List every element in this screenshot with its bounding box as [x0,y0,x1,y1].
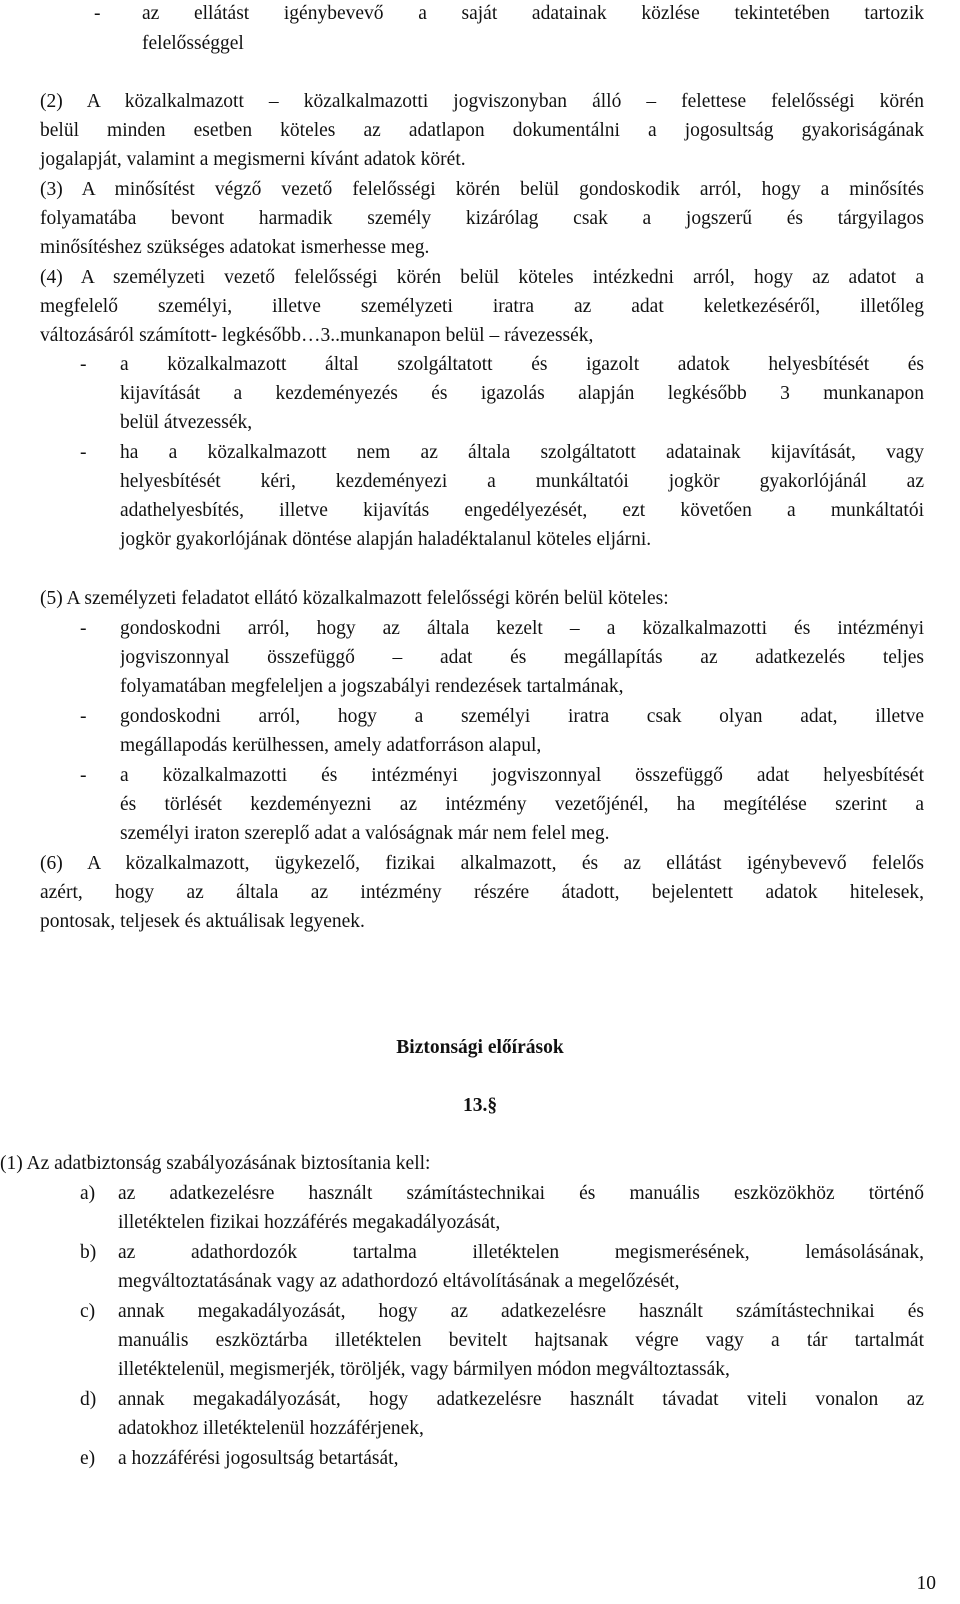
paragraph-5-bullet-3-line-3: személyi iraton szereplő adat a valóságnak már nem felel meg. [120,823,610,844]
list-label-e: e) [80,1448,96,1469]
paragraph-5-bullet-2-line-1: gondoskodni arról, hogy a személyi iratra csak olyan adat, illetve [120,706,924,727]
list-label-a: a) [80,1183,96,1204]
intro-line-2: felelősséggel [142,33,244,54]
list-label-b: b) [80,1242,97,1263]
paragraph-4-bullet-2-line-3: adathelyesbítés, illetve kijavítás engedélyezését, ezt követően a munkáltatói [120,500,924,521]
intro-line-1: az ellátást igénybevevő a saját adatainak közlése tekintetében tartozik [142,3,924,24]
section-13-paragraph-1-line-1: (1) Az adatbiztonság szabályozásának biztosítania kell: [0,1153,431,1174]
paragraph-4-bullet-1-line-1: a közalkalmazott által szolgáltatott és igazolt adatok helyesbítését és [120,354,924,375]
paragraph-6-line-3: pontosak, teljesek és aktuálisak legyenek. [40,911,365,932]
paragraph-4-bullet-2-line-4: jogkör gyakorlójának döntése alapján haladéktalanul köteles eljárni. [120,529,652,550]
paragraph-5-bullet-2-line-2: megállapodás kerülhessen, amely adatforráson alapul, [120,735,542,756]
paragraph-4-line-1: (4) A személyzeti vezető felelősségi körén belül köteles intézkedni arról, hogy az adatot a [40,267,924,288]
list-item-c-line-3: illetéktelenül, megismerjék, töröljék, vagy bármilyen módon megváltoztassák, [118,1359,730,1380]
section-title: Biztonsági előírások [396,1037,564,1058]
bullet-dash: - [80,618,87,639]
list-item-d-line-2: adatokhoz illetéktelenül hozzáférjenek, [118,1418,424,1439]
paragraph-2-line-3: jogalapját, valamint a megismerni kívánt adatok körét. [40,149,466,170]
list-item-b-line-2: megváltoztatásának vagy az adathordozó eltávolításának a megelőzését, [118,1271,680,1292]
paragraph-6-line-1: (6) A közalkalmazott, ügykezelő, fizikai alkalmazott, és az ellátást igénybevevő felelős [40,853,924,874]
paragraph-4-line-3: változásáról számított- legkésőbb…3..munkanapon belül – rávezessék, [40,325,594,346]
page-number: 10 [916,1573,936,1594]
paragraph-3-line-3: minősítéshez szükséges adatokat ismerhesse meg. [40,237,430,258]
bullet-dash: - [80,765,87,786]
bullet-dash: - [94,3,101,24]
bullet-dash: - [80,354,87,375]
section-number: 13.§ [462,1095,498,1116]
list-item-c-line-1: annak megakadályozását, hogy az adatkezelésre használt számítástechnikai és [118,1301,924,1322]
paragraph-4-bullet-2-line-1: ha a közalkalmazott nem az általa szolgáltatott adatainak kijavítását, vagy [120,442,924,463]
list-item-a-line-1: az adatkezelésre használt számítástechnikai és manuális eszközökhöz történő [118,1183,924,1204]
paragraph-5-bullet-1-line-2: jogviszonnyal összefüggő – adat és megállapítás az adatkezelés teljes [120,647,924,668]
paragraph-2-line-2: belül minden esetben köteles az adatlapon dokumentálni a jogosultság gyakoriságának [40,120,924,141]
list-item-c-line-2: manuális eszköztárba illetéktelen bevitelt hajtsanak végre vagy a tár tartalmát [118,1330,924,1351]
list-label-c: c) [80,1301,96,1322]
list-label-d: d) [80,1389,97,1410]
paragraph-3-line-1: (3) A minősítést végző vezető felelősségi körén belül gondoskodik arról, hogy a minősítés [40,179,924,200]
paragraph-4-bullet-1-line-2: kijavítását a kezdeményezés és igazolás alapján legkésőbb 3 munkanapon [120,383,924,404]
paragraph-5-line-1: (5) A személyzeti feladatot ellátó közalkalmazott felelősségi körén belül köteles: [40,588,669,609]
paragraph-3-line-2: folyamatába bevont harmadik személy kizárólag csak a jogszerű és tárgyilagos [40,208,924,229]
paragraph-6-line-2: azért, hogy az általa az intézmény részére átadott, bejelentett adatok hitelesek, [40,882,924,903]
paragraph-4-line-2: megfelelő személyi, illetve személyzeti iratra az adat keletkezéséről, illetőleg [40,296,924,317]
paragraph-4-bullet-2-line-2: helyesbítését kéri, kezdeményezi a munkáltatói jogkör gyakorlójánál az [120,471,924,492]
list-item-e-line-1: a hozzáférési jogosultság betartását, [118,1448,399,1469]
paragraph-2-line-1: (2) A közalkalmazott – közalkalmazotti jogviszonyban álló – felettese felelősségi körén [40,91,924,112]
bullet-dash: - [80,442,87,463]
bullet-dash: - [80,706,87,727]
paragraph-5-bullet-3-line-2: és törlését kezdeményezni az intézmény vezetőjénél, ha megítélése szerint a [120,794,924,815]
list-item-b-line-1: az adathordozók tartalma illetéktelen megismerésének, lemásolásának, [118,1242,924,1263]
list-item-a-line-2: illetéktelen fizikai hozzáférés megakadályozását, [118,1212,501,1233]
paragraph-5-bullet-3-line-1: a közalkalmazotti és intézményi jogviszonnyal összefüggő adat helyesbítését [120,765,924,786]
paragraph-5-bullet-1-line-3: folyamatában megfeleljen a jogszabályi rendezések tartalmának, [120,676,624,697]
paragraph-4-bullet-1-line-3: belül átvezessék, [120,412,253,433]
list-item-d-line-1: annak megakadályozását, hogy adatkezelésre használt távadat viteli vonalon az [118,1389,924,1410]
paragraph-5-bullet-1-line-1: gondoskodni arról, hogy az általa kezelt – a közalkalmazotti és intézményi [120,618,924,639]
